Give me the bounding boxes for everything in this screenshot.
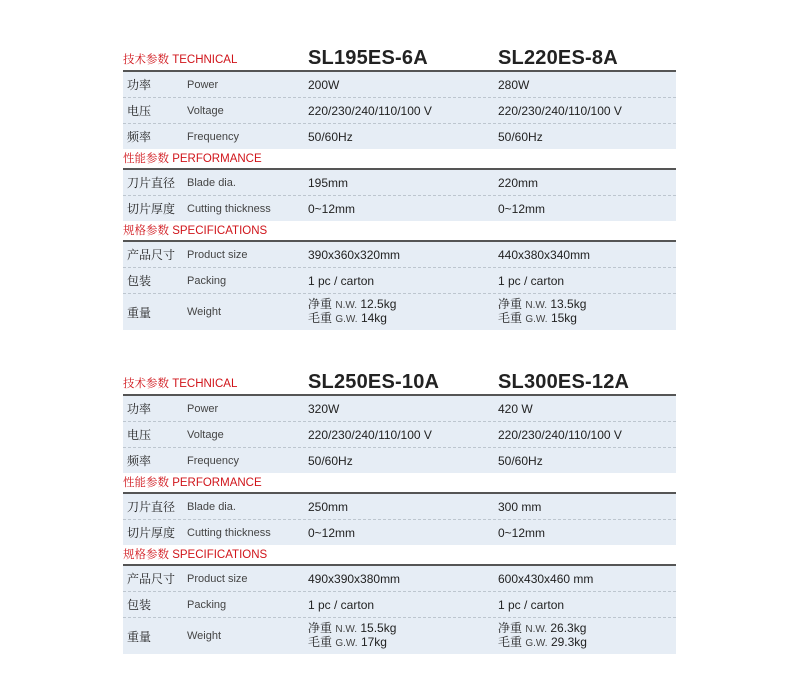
gross-weight-value: 14kg bbox=[360, 311, 387, 325]
row-label-zh: 切片厚度 bbox=[127, 526, 176, 540]
gross-weight-line bbox=[308, 312, 387, 326]
row-label-zh: 频率 bbox=[127, 130, 152, 144]
table-row-packing bbox=[123, 268, 676, 294]
row-label-en: Blade dia. bbox=[187, 176, 236, 189]
value-a: 1 pc / carton bbox=[308, 597, 375, 612]
value-a: 195mm bbox=[308, 175, 349, 190]
gross-weight-line bbox=[498, 636, 587, 650]
value-b: 50/60Hz bbox=[498, 129, 543, 144]
value-a: 0~12mm bbox=[308, 525, 356, 540]
gross-weight-label-en: G.W. bbox=[335, 314, 358, 325]
weight-value-b bbox=[498, 618, 587, 654]
weight-value-a bbox=[308, 618, 396, 654]
row-label-zh: 产品尺寸 bbox=[127, 572, 176, 586]
specifications-header bbox=[123, 221, 676, 240]
specifications-table bbox=[123, 564, 676, 654]
row-label-zh: 功率 bbox=[127, 402, 152, 416]
table-row-weight bbox=[123, 294, 676, 330]
value-b: 300 mm bbox=[498, 499, 542, 514]
value-b: 220/230/240/110/100 V bbox=[498, 427, 622, 442]
row-label-zh: 包装 bbox=[127, 274, 152, 288]
net-weight-label-zh: 净重 bbox=[498, 621, 523, 635]
gross-weight-line bbox=[498, 312, 577, 326]
net-weight-value: 12.5kg bbox=[360, 297, 397, 311]
row-label-en: Weight bbox=[187, 306, 222, 318]
net-weight-value: 26.3kg bbox=[550, 621, 587, 635]
spec-block-2 bbox=[123, 364, 676, 654]
technical-table bbox=[123, 394, 676, 473]
value-b: 1 pc / carton bbox=[498, 597, 565, 612]
gross-weight-label-en: G.W. bbox=[525, 314, 548, 325]
net-weight-label-en: N.W. bbox=[525, 300, 548, 311]
value-a: 50/60Hz bbox=[308, 129, 353, 144]
net-weight-value: 13.5kg bbox=[550, 297, 587, 311]
row-label-en: Power bbox=[187, 78, 219, 91]
row-label-en: Frequency bbox=[187, 454, 239, 467]
technical-section-title: 技术参数 TECHNICAL bbox=[123, 54, 238, 66]
value-b: 280W bbox=[498, 77, 530, 92]
performance-table bbox=[123, 492, 676, 545]
gross-weight-label-en: G.W. bbox=[525, 638, 548, 649]
gross-weight-label-zh: 毛重 bbox=[308, 635, 333, 649]
technical-table bbox=[123, 70, 676, 149]
net-weight-line bbox=[308, 298, 396, 312]
gross-weight-line bbox=[308, 636, 387, 650]
value-a: 220/230/240/110/100 V bbox=[308, 103, 432, 118]
value-a: 390x360x320mm bbox=[308, 247, 401, 262]
value-a: 0~12mm bbox=[308, 201, 356, 216]
row-label-en: Voltage bbox=[187, 104, 224, 117]
net-weight-label-zh: 净重 bbox=[308, 621, 333, 635]
gross-weight-value: 17kg bbox=[360, 635, 387, 649]
row-label-zh: 刀片直径 bbox=[127, 500, 176, 514]
model-name-a: SL195ES-6A bbox=[308, 47, 428, 69]
row-label-zh: 电压 bbox=[127, 428, 152, 442]
specifications-section-title: 规格参数 SPECIFICATIONS bbox=[123, 225, 268, 237]
table-row-power bbox=[123, 72, 676, 98]
table-row-blade-dia bbox=[123, 170, 676, 196]
net-weight-line bbox=[498, 622, 586, 636]
row-label-zh: 产品尺寸 bbox=[127, 248, 176, 262]
row-label-zh: 切片厚度 bbox=[127, 202, 176, 216]
technical-section-title: 技术参数 TECHNICAL bbox=[123, 378, 238, 390]
block-header bbox=[123, 40, 676, 70]
value-a: 490x390x380mm bbox=[308, 571, 401, 586]
row-label-zh: 刀片直径 bbox=[127, 176, 176, 190]
performance-section-title: 性能参数 PERFORMANCE bbox=[123, 153, 262, 165]
table-row-voltage bbox=[123, 422, 676, 448]
row-label-en: Frequency bbox=[187, 130, 239, 143]
spec-block-1 bbox=[123, 40, 676, 330]
specifications-header bbox=[123, 545, 676, 564]
performance-section-title: 性能参数 PERFORMANCE bbox=[123, 477, 262, 489]
row-label-en: Blade dia. bbox=[187, 500, 236, 513]
net-weight-line bbox=[308, 622, 396, 636]
value-a: 1 pc / carton bbox=[308, 273, 375, 288]
value-b: 220mm bbox=[498, 175, 539, 190]
table-row-cutting-thickness bbox=[123, 196, 676, 221]
row-label-zh: 重量 bbox=[127, 305, 152, 320]
table-row-cutting-thickness bbox=[123, 520, 676, 545]
row-label-zh: 频率 bbox=[127, 454, 152, 468]
model-name-b: SL300ES-12A bbox=[498, 371, 630, 393]
weight-value-a bbox=[308, 294, 396, 330]
gross-weight-label-zh: 毛重 bbox=[498, 311, 523, 325]
row-label-en: Weight bbox=[187, 630, 222, 642]
net-weight-label-zh: 净重 bbox=[498, 297, 523, 311]
gross-weight-label-zh: 毛重 bbox=[498, 635, 523, 649]
gross-weight-value: 15kg bbox=[550, 311, 577, 325]
table-row-frequency bbox=[123, 124, 676, 149]
value-b: 1 pc / carton bbox=[498, 273, 565, 288]
model-name-a: SL250ES-10A bbox=[308, 371, 440, 393]
gross-weight-label-en: G.W. bbox=[335, 638, 358, 649]
specifications-section-title: 规格参数 SPECIFICATIONS bbox=[123, 549, 268, 561]
table-row-power bbox=[123, 396, 676, 422]
gross-weight-label-zh: 毛重 bbox=[308, 311, 333, 325]
net-weight-label-en: N.W. bbox=[525, 624, 548, 635]
net-weight-label-en: N.W. bbox=[335, 624, 358, 635]
row-label-en: Product size bbox=[187, 572, 248, 585]
table-row-packing bbox=[123, 592, 676, 618]
table-row-frequency bbox=[123, 448, 676, 473]
row-label-en: Product size bbox=[187, 248, 248, 261]
value-a: 200W bbox=[308, 77, 340, 92]
specifications-table bbox=[123, 240, 676, 330]
weight-value-b bbox=[498, 294, 586, 330]
row-label-en: Packing bbox=[187, 274, 227, 287]
value-b: 420 W bbox=[498, 401, 533, 416]
block-header bbox=[123, 364, 676, 394]
table-row-product-size bbox=[123, 566, 676, 592]
model-name-b: SL220ES-8A bbox=[498, 47, 618, 69]
value-a: 50/60Hz bbox=[308, 453, 353, 468]
gross-weight-value: 29.3kg bbox=[550, 635, 587, 649]
value-b: 50/60Hz bbox=[498, 453, 543, 468]
net-weight-line bbox=[498, 298, 586, 312]
row-label-en: Cutting thickness bbox=[187, 526, 271, 539]
table-row-voltage bbox=[123, 98, 676, 124]
performance-header bbox=[123, 473, 676, 492]
performance-table bbox=[123, 168, 676, 221]
performance-header bbox=[123, 149, 676, 168]
net-weight-value: 15.5kg bbox=[360, 621, 397, 635]
value-b: 600x430x460 mm bbox=[498, 571, 594, 586]
row-label-zh: 包装 bbox=[127, 598, 152, 612]
row-label-en: Cutting thickness bbox=[187, 202, 271, 215]
table-row-blade-dia bbox=[123, 494, 676, 520]
value-b: 220/230/240/110/100 V bbox=[498, 103, 622, 118]
row-label-zh: 功率 bbox=[127, 78, 152, 92]
net-weight-label-en: N.W. bbox=[335, 300, 358, 311]
table-row-product-size bbox=[123, 242, 676, 268]
row-label-zh: 电压 bbox=[127, 104, 152, 118]
value-b: 0~12mm bbox=[498, 525, 546, 540]
value-b: 0~12mm bbox=[498, 201, 546, 216]
value-a: 220/230/240/110/100 V bbox=[308, 427, 432, 442]
row-label-zh: 重量 bbox=[127, 629, 152, 644]
table-row-weight bbox=[123, 618, 676, 654]
row-label-en: Power bbox=[187, 402, 219, 415]
value-a: 320W bbox=[308, 401, 340, 416]
row-label-en: Packing bbox=[187, 598, 227, 611]
row-label-en: Voltage bbox=[187, 428, 224, 441]
net-weight-label-zh: 净重 bbox=[308, 297, 333, 311]
value-a: 250mm bbox=[308, 499, 349, 514]
value-b: 440x380x340mm bbox=[498, 247, 591, 262]
